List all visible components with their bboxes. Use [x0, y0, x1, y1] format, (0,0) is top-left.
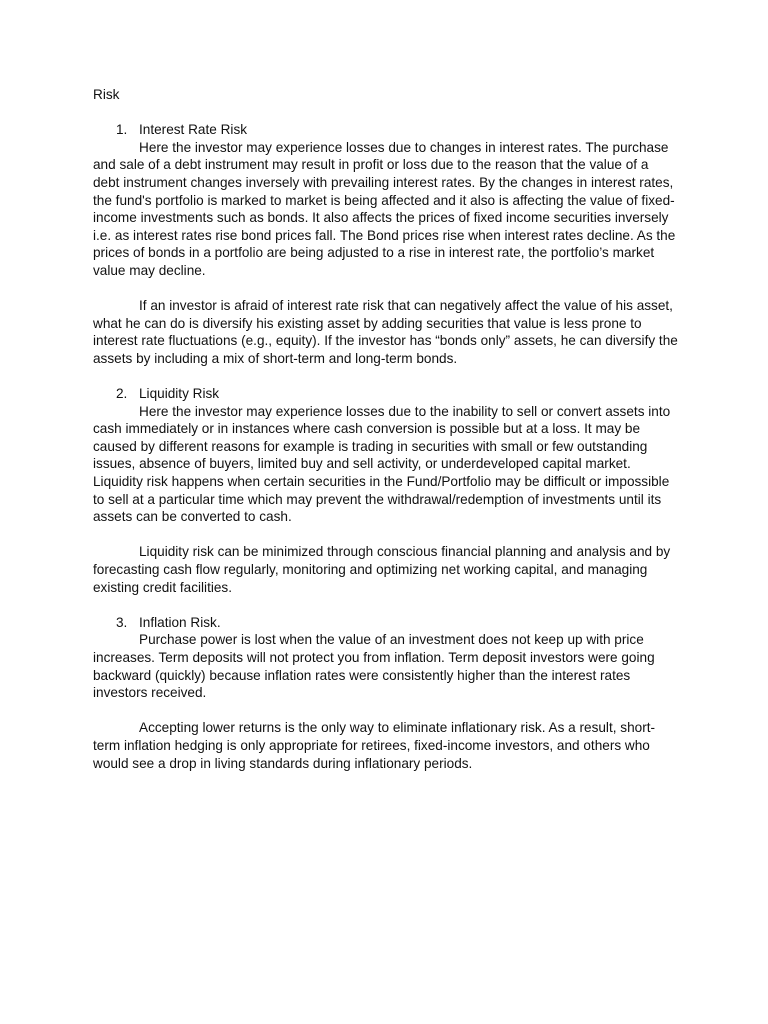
section-spacer — [93, 596, 678, 614]
paragraph-spacer — [93, 526, 678, 544]
document-page — [93, 86, 678, 772]
section-inflation-risk — [93, 614, 678, 772]
section-heading-text: Interest Rate Risk — [139, 122, 248, 138]
section-number: 1. — [116, 122, 128, 138]
paragraph: Liquidity risk can be minimized through conscious financial planning and analysis and by forecasting cash flow regularly, monitoring and optimizing net working capital, and managing existing credit facilities. — [93, 544, 671, 595]
paragraph: If an investor is afraid of interest rate risk that can negatively affect the value of his asset, what he can do is diversify his existing asset by adding securities that value is less prone to interest rate fluctuations (e.g., equity). If the investor has “bonds only” assets, he can diversify the assets by including a mix of short-term and long-term bonds. — [93, 298, 678, 366]
section-number: 3. — [116, 614, 128, 630]
section-heading-text: Inflation Risk. — [139, 614, 221, 630]
section-liquidity-risk — [93, 385, 678, 614]
paragraph: Purchase power is lost when the value of an investment does not keep up with price increases. Term deposits will not protect you from inflation. Term deposit investors were going backward (quickly) because inflation rates were consistently higher than the interest rates investors received. — [93, 632, 655, 701]
section-heading — [93, 614, 678, 632]
section-spacer — [93, 368, 678, 386]
paragraph-spacer — [93, 702, 678, 720]
section-heading-text: Liquidity Risk — [139, 386, 220, 402]
paragraph: Here the investor may experience losses due to changes in interest rates. The purchase and sale of a debt instrument may result in profit or loss due to the reason that the value of a debt instrument changes inversely with prevailing interest rates. By the changes in interest rates, the fund's portfolio is marked to market is being affected and it also is affecting the value of fixed-income investments such as bonds. It also affects the prices of fixed income securities inversely i.e. as interest rates rise bond prices fall. The Bond prices rise when interest rates decline. As the prices of bonds in a portfolio are being adjusted to a rise in interest rate, the portfolio’s market value may decline. — [93, 139, 676, 278]
paragraph: Here the investor may experience losses due to the inability to sell or convert assets into cash immediately or in instances where cash conversion is possible but at a loss. It may be caused by different reasons for example is trading in securities with small or few outstanding issues, absence of buyers, limited buy and sell activity, or underdeveloped capital market. Liquidity risk happens when certain securities in the Fund/Portfolio may be difficult or impossible to sell at a particular time which may prevent the withdrawal/redemption of investments until its assets can be converted to cash. — [93, 403, 671, 525]
paragraph: Accepting lower returns is the only way to eliminate inflationary risk. As a result, short-term inflation hedging is only appropriate for retirees, fixed-income investors, and others who would see a drop in living standards during inflationary periods. — [93, 720, 656, 771]
section-number: 2. — [116, 386, 128, 402]
section-heading — [93, 385, 678, 403]
document-title: Risk — [93, 87, 120, 102]
paragraph-spacer — [93, 280, 678, 298]
section-heading — [93, 121, 678, 139]
section-interest-rate-risk — [93, 121, 678, 385]
